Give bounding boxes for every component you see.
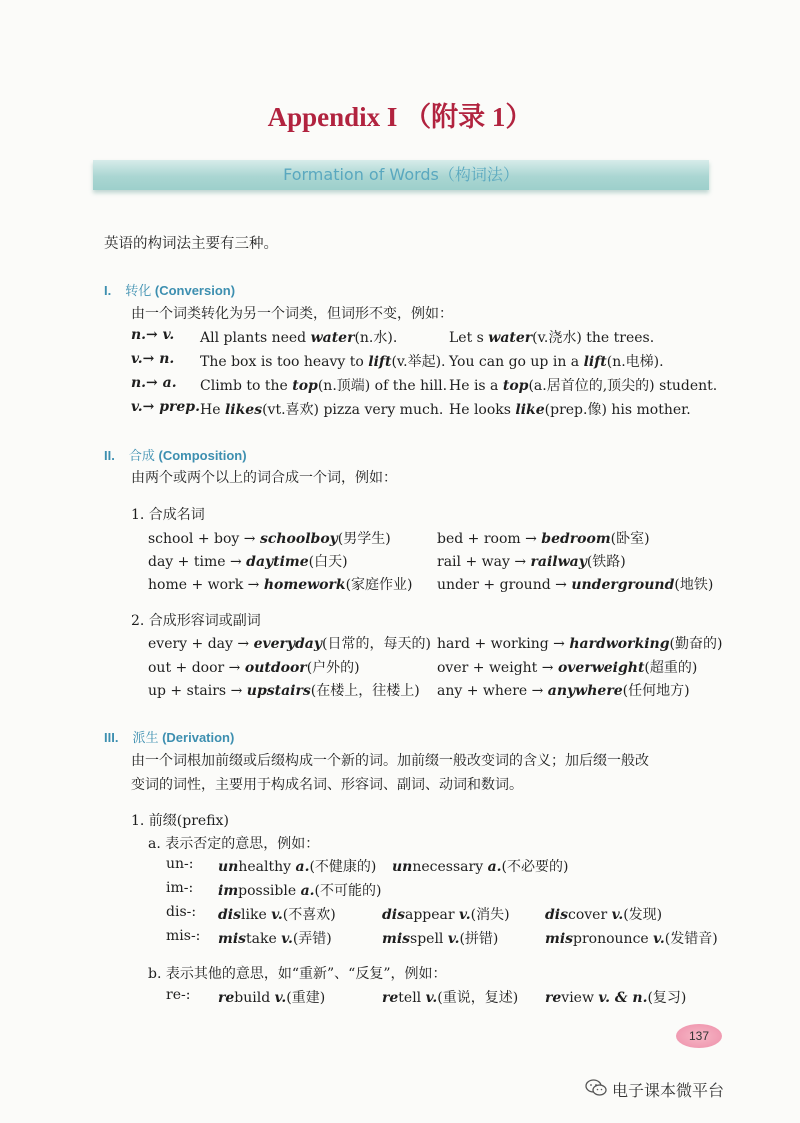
- section-desc: 变词的词性，主要用于构成名词、形容词、副词、动词和数词。: [131, 777, 523, 793]
- section-en: (Conversion): [154, 283, 236, 298]
- conversion-example: The box is too heavy to lift(v.举起).: [200, 354, 446, 370]
- derived-word: disappear v.(消失): [382, 907, 510, 923]
- section-desc: 由两个或两个以上的词合成一个词，例如：: [131, 470, 397, 486]
- conversion-tag: v.→ prep.: [131, 399, 200, 415]
- conversion-example: You can go up in a lift(n.电梯).: [449, 354, 664, 370]
- compound-item: rail + way → railway(铁路): [437, 554, 626, 570]
- derived-word: mistake v.(弄错): [218, 931, 332, 947]
- compound-item: under + ground → underground(地铁): [437, 577, 714, 593]
- page-number: 137: [676, 1024, 722, 1048]
- compound-item: home + work → homework(家庭作业): [148, 577, 413, 593]
- subsection-label: 1. 前缀(prefix): [131, 813, 229, 829]
- derived-word: dislike v.(不喜欢): [218, 907, 336, 923]
- section-number: III.: [104, 730, 119, 745]
- conversion-example: Climb to the top(n.顶端) of the hill.: [200, 378, 448, 394]
- prefix-label: un-:: [166, 856, 194, 872]
- compound-item: over + weight → overweight(超重的): [437, 660, 698, 676]
- derived-word: retell v.(重说，复述): [382, 990, 519, 1006]
- section-number: I.: [104, 283, 112, 298]
- compound-item: school + boy → schoolboy(男学生): [148, 531, 391, 547]
- section-zh: 合成: [128, 448, 155, 463]
- conversion-tag: v.→ n.: [131, 351, 175, 367]
- wechat-icon: [585, 1078, 607, 1098]
- section-banner: Formation of Words（构词法）: [93, 160, 709, 190]
- section-zh: 转化: [125, 283, 152, 298]
- derived-word: unhealthy a.(不健康的): [218, 859, 377, 875]
- derived-word: mispronounce v.(发错音): [545, 931, 718, 947]
- watermark-text: 电子课本微平台: [612, 1081, 725, 1100]
- section-en: (Derivation): [162, 730, 235, 745]
- section-heading-composition: [104, 445, 247, 464]
- subsection-label: 1. 合成名词: [131, 507, 205, 523]
- conversion-example: He likes(vt.喜欢) pizza very much.: [200, 402, 444, 418]
- prefix-label: mis-:: [166, 928, 201, 944]
- subsection-label: a. 表示否定的意思，例如：: [148, 836, 320, 852]
- derived-word: discover v.(发现): [545, 907, 663, 923]
- subsection-label: 2. 合成形容词或副词: [131, 613, 261, 629]
- conversion-tag: n.→ v.: [131, 327, 175, 343]
- conversion-example: Let s water(v.浇水) the trees.: [449, 330, 655, 346]
- compound-item: day + time → daytime(白天): [148, 554, 348, 570]
- section-desc: 由一个词根加前缀或后缀构成一个新的词。加前缀一般改变词的含义；加后缀一般改: [131, 753, 649, 769]
- section-heading-conversion: [104, 280, 235, 299]
- prefix-label: im-:: [166, 880, 194, 896]
- section-number: II.: [104, 448, 115, 463]
- page-title: Appendix I （附录 1）: [267, 102, 533, 132]
- conversion-example: He looks like(prep.像) his mother.: [449, 402, 691, 418]
- compound-item: every + day → everyday(日常的，每天的): [148, 636, 431, 652]
- prefix-label: re-:: [166, 987, 191, 1003]
- section-en: (Composition): [158, 448, 247, 463]
- derived-word: misspell v.(拼错): [382, 931, 499, 947]
- derived-word: review v. & n.(复习): [545, 990, 687, 1006]
- derived-word: rebuild v.(重建): [218, 990, 326, 1006]
- compound-item: out + door → outdoor(户外的): [148, 660, 360, 676]
- section-zh: 派生: [132, 730, 159, 745]
- subsection-label: b. 表示其他的意思，如“重新”、“反复”，例如：: [148, 966, 447, 982]
- compound-item: bed + room → bedroom(卧室): [437, 531, 650, 547]
- derived-word: impossible a.(不可能的): [218, 883, 382, 899]
- section-heading-derivation: [104, 727, 234, 746]
- conversion-example: He is a top(a.居首位的,顶尖的) student.: [449, 378, 718, 394]
- compound-item: up + stairs → upstairs(在楼上，往楼上): [148, 683, 420, 699]
- intro-text: 英语的构词法主要有三种。: [104, 236, 278, 252]
- section-desc: 由一个词类转化为另一个词类，但词形不变，例如：: [131, 306, 453, 322]
- compound-item: any + where → anywhere(任何地方): [437, 683, 690, 699]
- prefix-label: dis-:: [166, 904, 197, 920]
- compound-item: hard + working → hardworking(勤奋的): [437, 636, 723, 652]
- conversion-tag: n.→ a.: [131, 375, 177, 391]
- conversion-example: All plants need water(n.水).: [200, 330, 398, 346]
- derived-word: unnecessary a.(不必要的): [392, 859, 569, 875]
